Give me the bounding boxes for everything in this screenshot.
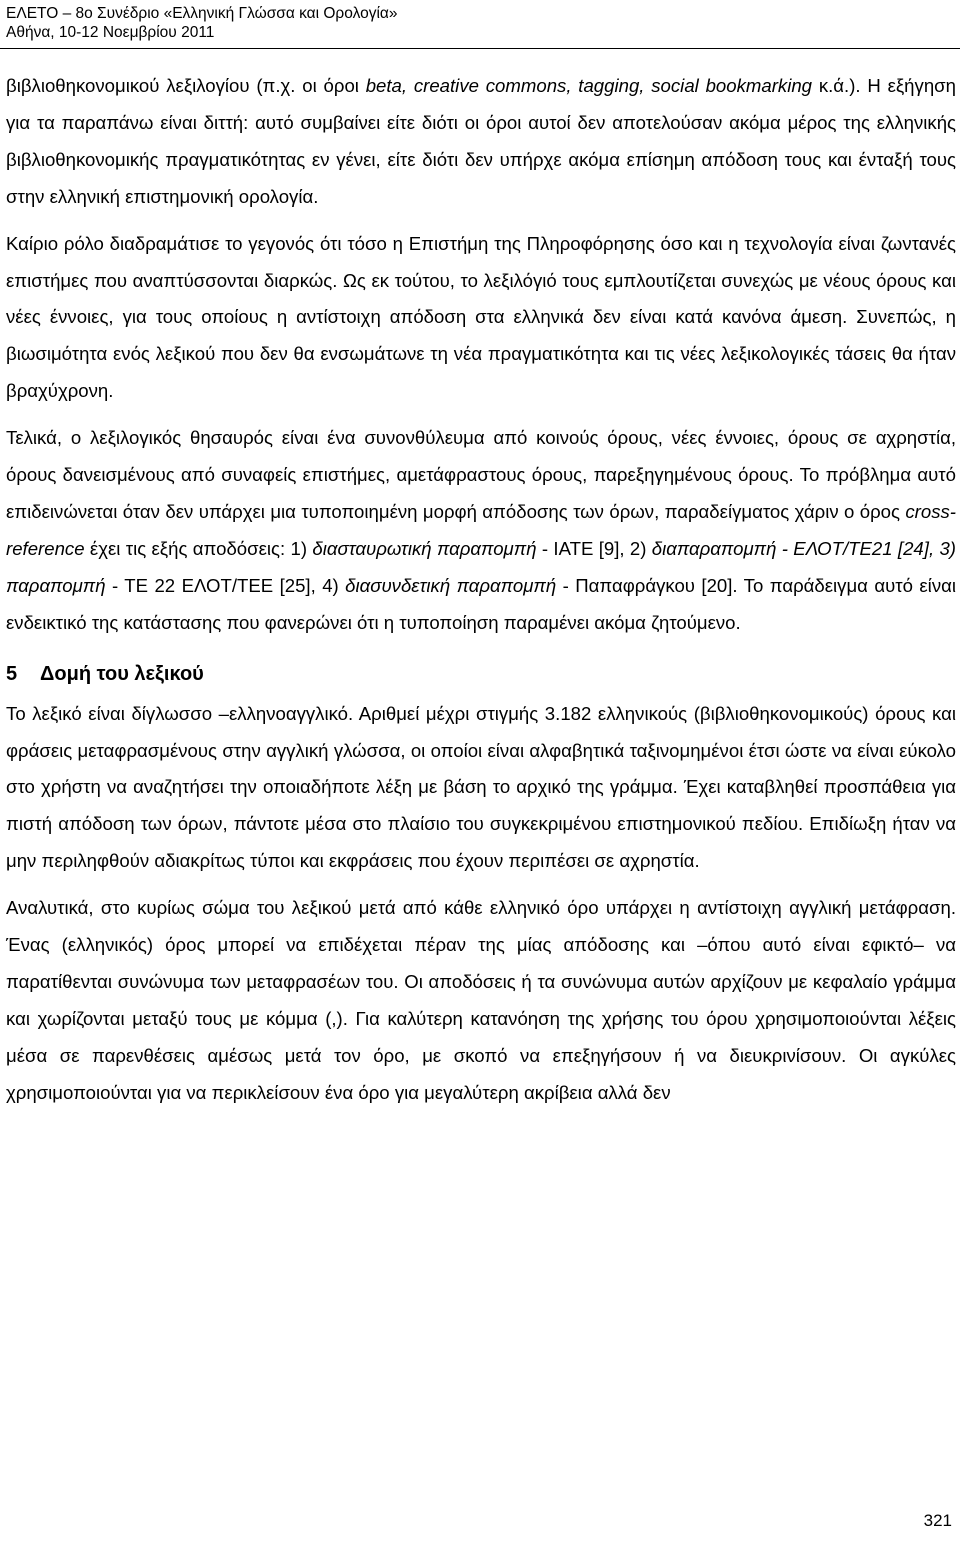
header-divider (0, 48, 960, 49)
paragraph-5: Αναλυτικά, στο κυρίως σώμα του λεξικού μετά από κάθε ελληνικό όρο υπάρχει η αντίστοιχη αγγλική μετάφραση. Ένας (ελληνικός) όρος μπορεί να επιδέχεται πέραν της μίας απόδοσης και –όπου αυτό είναι εφικτό– να παρατίθενται συνώνυμα των μεταφρασέων του. Οι αποδόσεις ή τα συνώνυμα αυτών αρχίζουν με κεφαλαίο γράμμα και χωρίζονται μεταξύ τους με κόμμα (,). Για καλύτερη κατανόηση της χρήσης του όρου χρησιμοποιούνται λέξεις μέσα σε παρενθέσεις αμέσως μετά τον όρο, με σκοπό να επεξηγήσουν ή να διευκρινίσουν. Οι αγκύλες χρησιμοποιούνται για να περικλείσουν ένα όρο για μεγαλύτερη ακρίβεια αλλά δεν (6, 897, 956, 1103)
paragraph-3-text-c: - IATE [9], 2) (536, 537, 652, 559)
paragraph-1-text-a: βιβλιοθηκονομικού λεξιλογίου (π.χ. οι όροι (6, 75, 366, 96)
paragraph-1-english-terms: beta, creative commons, tagging, social bookmarking (365, 75, 813, 96)
section-heading (6, 652, 956, 696)
paragraph-3-text-e: - Παπαφράγκου [20]. Το παράδειγμα αυτό είναι ενδεικτικό της κατάστασης που φανερώνει ότι η τυποποίηση παραμένει ακόμα ζητούμενο. (6, 574, 956, 633)
paragraph-3 (6, 420, 956, 641)
paragraph-3-term-cross-reference: cross-reference (6, 500, 956, 559)
document-body (6, 68, 956, 1122)
page-number: 321 (923, 1511, 952, 1530)
paragraph-3-term-2-3: διαπαραπομπή - ΕΛΟΤ/ΤΕ21 [24], 3) παραπομπή (6, 537, 956, 596)
header-conference-title: ΕΛΕΤΟ – 8ο Συνέδριο «Ελληνική Γλώσσα και Ορολογία» (6, 5, 398, 22)
running-header (6, 4, 397, 42)
section-title: Δομή του λεξικού (40, 662, 204, 685)
header-conference-date: Αθήνα, 10-12 Νοεμβρίου 2011 (6, 24, 215, 41)
paragraph-1 (6, 68, 956, 216)
paragraph-3-term-1: διασταυρωτική παραπομπή (312, 537, 537, 559)
paragraph-3-text-b: έχει τις εξής αποδόσεις: 1) (84, 537, 313, 559)
section-number: 5 (6, 662, 18, 685)
paragraph-4: Το λεξικό είναι δίγλωσσο –ελληνοαγγλικό. Αριθμεί μέχρι στιγμής 3.182 ελληνικούς (βιβλιοθηκονομικούς) όρους και φράσεις μεταφρασμένους στην αγγλική γλώσσα, οι οποίοι είναι αλφαβητικά ταξινομημένοι έτσι ώστε να είναι εύκολο στο χρήστη να αναζητήσει την οποιαδήποτε λέξη με βάση το αρχικό της γράμμα. Έχει καταβληθεί προσπάθεια για πιστή απόδοση των όρων, πάντοτε μέσα στο πλαίσιο του συγκεκριμένου επιστημονικού πεδίου. Επιδίωξη ήταν να μην περιληφθούν αδιακρίτως τύποι και εκφράσεις που έχουν περιπέσει σε αχρηστία. (6, 702, 956, 872)
paragraph-2: Καίριο ρόλο διαδραμάτισε το γεγονός ότι τόσο η Επιστήμη της Πληροφόρησης όσο και η τεχνολογία είναι ζωντανές επιστήμες που αναπτύσσονται διαρκώς. Ως εκ τούτου, το λεξιλόγιό τους εμπλουτίζεται συνεχώς με νέους όρους και νέες έννοιες, για τους οποίους η αντίστοιχη απόδοση στα ελληνικά δεν είναι κατά κανόνα άμεση. Συνεπώς, η βιωσιμότητα ενός λεξικού που δεν θα ενσωμάτωνε τη νέα πραγματικότητα και τις νέες λεξικολογικές τάσεις θα ήταν βραχύχρονη. (6, 232, 956, 402)
paragraph-3-term-4: διασυνδετική παραπομπή (345, 574, 557, 596)
paragraph-3-text-d: - ΤΕ 22 ΕΛΟΤ/ΤΕΕ [25], 4) (105, 574, 346, 596)
paragraph-3-text-a: Τελικά, ο λεξιλογικός θησαυρός είναι ένα συνονθύλευμα από κοινούς όρους, νέες έννοιες, όρους σε αχρηστία, όρους δανεισμένους από συναφείς επιστήμες, αμετάφραστους όρους, παρεξηγημένους όρους. Το πρόβλημα αυτό επιδεινώνεται όταν δεν υπάρχει μια τυποποιημένη μορφή απόδοσης των όρων, παραδείγματος χάριν ο όρος (6, 427, 956, 522)
paragraph-1-text-b: κ.ά.). Η εξήγηση για τα παραπάνω είναι διττή: αυτό συμβαίνει είτε διότι οι όροι αυτοί δεν αποτελούσαν ακόμα μέρος της ελληνικής βιβλιοθηκονομικής πραγματικότητας εν γένει, είτε διότι δεν υπήρχε ακόμα επίσημη απόδοση τους και ένταξή τους στην ελληνική επιστημονική ορολογία. (6, 75, 956, 207)
